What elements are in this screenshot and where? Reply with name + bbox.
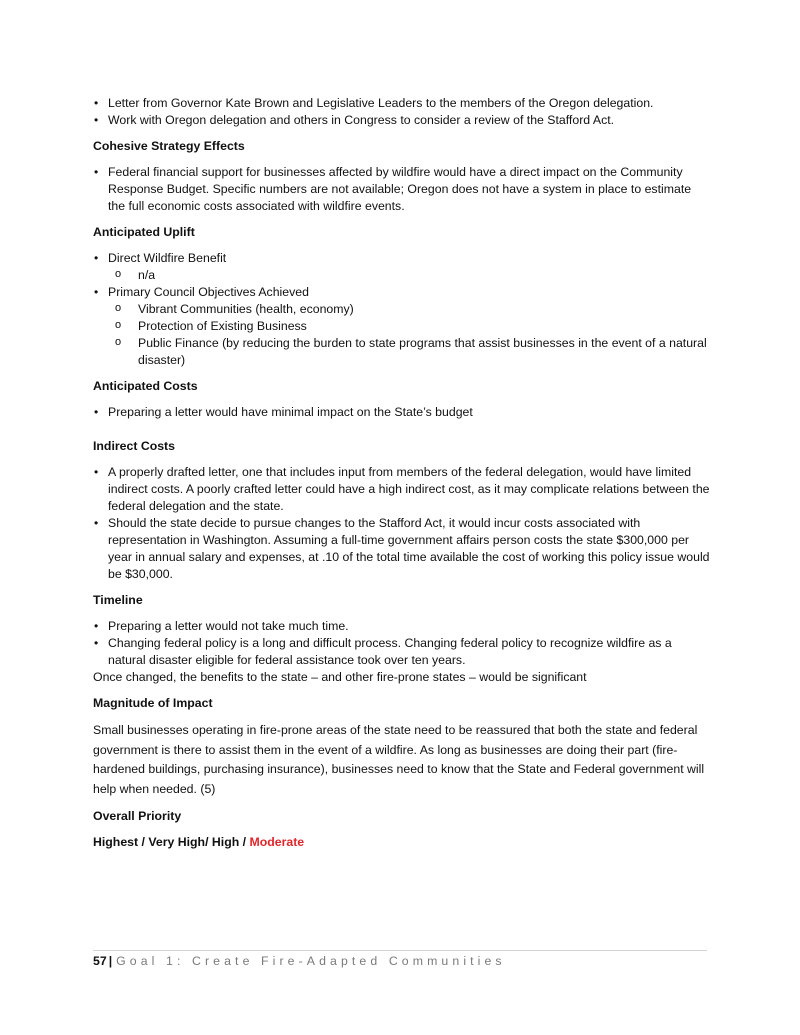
list-item [93,250,711,267]
indirect-heading: Indirect Costs [93,439,175,453]
timeline-bullet-list [93,618,711,669]
page-number: 57 [93,954,107,968]
costs-bullet-list [93,404,711,421]
priority-selected: Moderate [249,835,305,849]
uplift-heading: Anticipated Uplift [93,225,195,239]
cohesive-bullet-list [93,164,711,215]
indirect-bullet-list [93,464,711,583]
costs-heading: Anticipated Costs [93,379,198,393]
list-item: • Changing federal policy is a long and difficult process. Changing federal policy to recognize wildfire as a natural disaster eligible for federal assistance took over ten years. [93,635,711,669]
priority-options: Highest / Very High/ High / [93,835,250,849]
cohesive-heading: Cohesive Strategy Effects [93,139,245,153]
list-item: • Federal financial support for businesses affected by wildfire would have a direct impact on the Community Response Budget. Specific numbers are not available; Oregon does not have a system in place to estimate the full economic costs associated with wildfire events. [93,164,711,215]
page-footer [93,953,506,970]
sublist-item: o n/a [93,267,711,284]
priority-heading: Overall Priority [93,809,182,823]
uplift-bullet-list [93,250,711,267]
uplift-bullet-list [93,284,711,301]
page-content [93,95,711,851]
list-item-label: Primary Council Objectives Achieved [108,285,309,299]
list-item-label: Direct Wildfire Benefit [108,251,227,265]
intro-bullet-list [93,95,711,129]
list-item: • Preparing a letter would not take much time. [93,618,711,635]
magnitude-heading: Magnitude of Impact [93,696,213,710]
timeline-heading: Timeline [93,593,143,607]
priority-scale [93,834,711,851]
magnitude-paragraph: Small businesses operating in fire-prone areas of the state need to be reassured that both the state and federal government is there to assist them in the event of a wildfire. As long as businesses are doing their part (fire-hardened buildings, purchasing insurance), businesses need to know that the State and Federal government will help when needed. (5) [93,723,705,796]
sublist-item: o Protection of Existing Business [93,318,711,335]
list-item: • Work with Oregon delegation and others in Congress to consider a review of the Stafford Act. [93,112,711,129]
list-item: • A properly drafted letter, one that includes input from members of the federal delegation, would have limited indirect costs. A poorly crafted letter could have a high indirect cost, as it may complicate relations between the federal delegation and the state. [93,464,711,515]
list-item: • Letter from Governor Kate Brown and Legislative Leaders to the members of the Oregon delegation. [93,95,711,112]
list-item: • Should the state decide to pursue changes to the Stafford Act, it would incur costs associated with representation in Washington. Assuming a full-time government affairs person costs the state $300,000 per year in annual salary and expenses, at .10 of the total time available the cost of working this policy issue would be $30,000. [93,515,711,583]
footer-goal-title: Goal 1: Create Fire-Adapted Communities [116,954,506,968]
uplift-sublist [93,267,711,284]
sublist-item: o Vibrant Communities (health, economy) [93,301,711,318]
sublist-item: o Public Finance (by reducing the burden to state programs that assist businesses in the event of a natural disaster) [93,335,711,369]
uplift-sublist [93,301,711,369]
timeline-note: Once changed, the benefits to the state – and other fire-prone states – would be significant [93,670,587,684]
footer-separator: | [108,954,113,968]
list-item: • Preparing a letter would have minimal impact on the State’s budget [93,404,711,421]
list-item [93,284,711,301]
footer-divider [93,950,707,951]
